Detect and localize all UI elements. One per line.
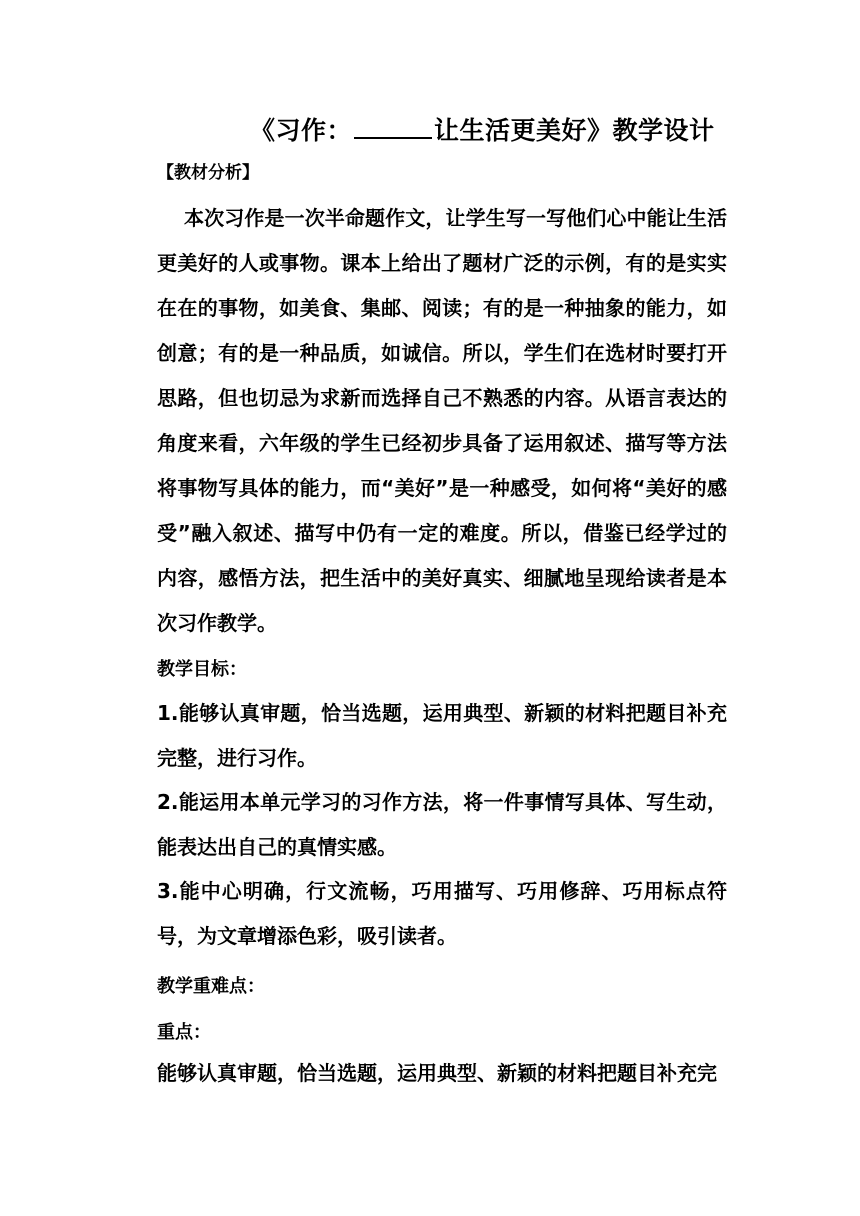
- analysis-paragraph: 本次习作是一次半命题作文，让学生写一写他们心中能让生活更美好的人或事物。课本上给出了题材广泛的示例，有的是实实在在的事物，如美食、集邮、阅读；有的是一种抽象的能力，如创意；有的是一种品质，如诚信。所以，学生们在选材时要打开思路，但也切忌为求新而选择自己不熟悉的内容。从语言表达的角度来看，六年级的学生已经初步具备了运用叙述、描写等方法将事物写具体的能力，而“美好”是一种感受，如何将“美好的感受”融入叙述、描写中仍有一定的难度。所以，借鉴已经学过的内容，感悟方法，把生活中的美好真实、细腻地呈现给读者是本次习作教学。: [157, 206, 727, 635]
- title-prefix: 《习作：: [250, 116, 353, 145]
- goal-item-1: 1.能够认真审题，恰当选题，运用典型、新颖的材料把题目补充完整，进行习作。: [157, 701, 727, 770]
- section-heading-textbook-analysis: 【教材分析】: [157, 163, 259, 183]
- goal-item-3: 3.能中心明确，行文流畅，巧用描写、巧用修辞、巧用标点符号，为文章增添色彩，吸引读者。: [157, 879, 727, 948]
- goal-item-2: 2.能运用本单元学习的习作方法，将一件事情写具体、写生动，能表达出自己的真情实感。: [157, 790, 727, 859]
- key-difficult-heading: 教学重难点：: [157, 976, 265, 997]
- document-title: [250, 111, 715, 147]
- key-points-heading: 重点：: [157, 1022, 211, 1043]
- title-blank-line: [354, 115, 432, 139]
- goals-heading: 教学目标：: [157, 659, 247, 680]
- key-points-text: 能够认真审题，恰当选题，运用典型、新颖的材料把题目补充完: [157, 1061, 717, 1085]
- title-suffix: 让生活更美好》教学设计: [434, 116, 715, 145]
